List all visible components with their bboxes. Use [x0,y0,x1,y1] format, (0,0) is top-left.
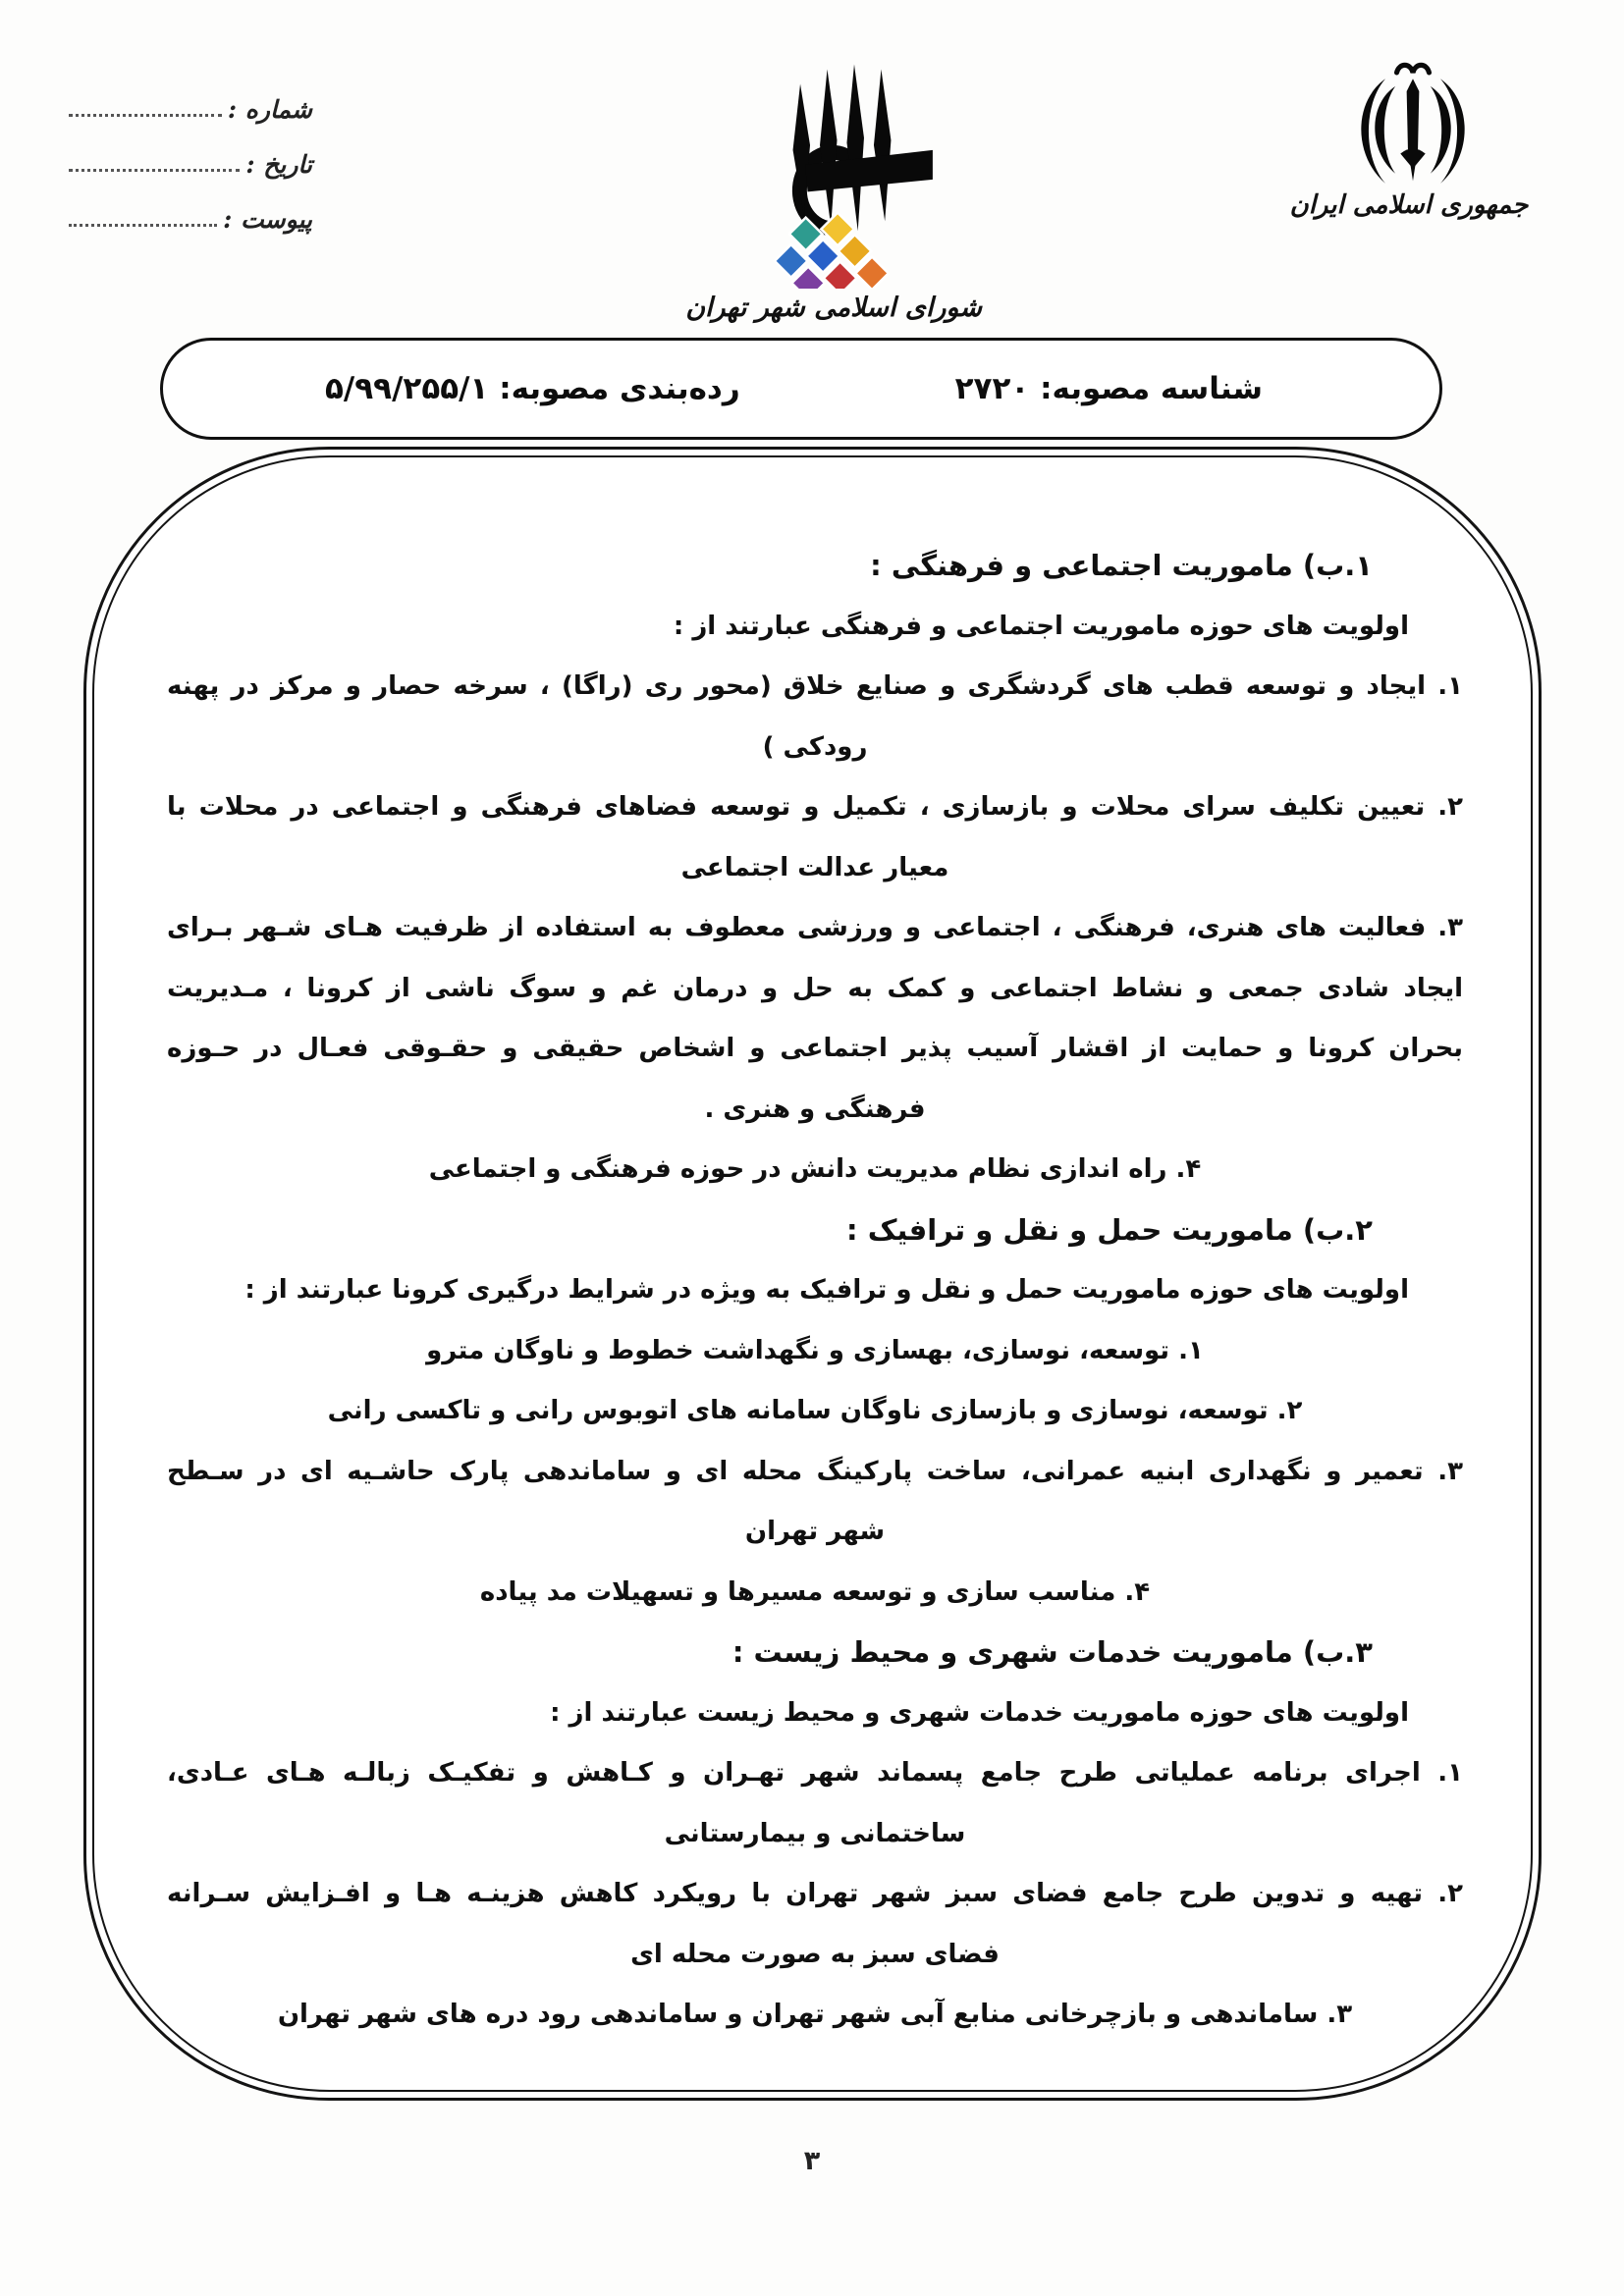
approval-classification-value: ۵/۹۹/۲۵۵/۱ [325,371,489,406]
number-field [69,71,312,126]
body-line: ۲. تهیه و تدوین طرح جامع فضای سبز شهر تهران با رویکرد کاهش هزینـه هـا و افـزایش سـرانه [167,1879,1463,1908]
body-line: ۴. راه اندازی نظام مدیریت دانش در حوزه فرهنگی و اجتماعی [428,1154,1202,1184]
body-line: ۳. تعمیر و نگهداری ابنیه عمرانی، ساخت پارکینگ محله ای و ساماندهی پارک حاشـیه ای در سـطح [167,1456,1463,1486]
page-number: ۳ [803,2146,821,2176]
body-line: معیار عدالت اجتماعی [680,852,949,882]
council-logo-mark [736,47,933,289]
logo-diamonds [775,213,889,289]
approval-id-label: شناسه مصوبه: [1040,371,1263,406]
approval-classification [325,371,740,406]
attachment-field [69,181,312,236]
body-line: فضای سبز به صورت محله ای [630,1939,1000,1969]
country-name: جمهوری اسلامی ایران [1289,190,1529,220]
body-line: ۱. توسعه، نوسازی، بهسازی و نگهداشت خطوط و ناوگان مترو [426,1335,1204,1365]
attachment-field-blank-line [69,224,217,227]
body-line: ۳. فعالیت های هنری، فرهنگی ، اجتماعی و ورزشی معطوف به استفاده از ظرفیت هـای شـهر بـرای [167,913,1463,942]
body-line: بحران کرونا و حمایت از اقشار آسیب پذیر اجتماعی و اشخاص حقیقی و حقـوقی فعـال در حـوزه [167,1034,1463,1063]
body-line: ۴. مناسب سازی و توسعه مسیرها و تسهیلات مد پیاده [479,1576,1151,1607]
council-name: شورای اسلامی شهر تهران [685,293,982,323]
body-line: ۱. اجرای برنامه عملیاتی طرح جامع پسماند شهر تهـران و کـاهش و تفکیـک زبالـه هـای عـادی، [167,1758,1463,1788]
body-line: ساختمانی و بیمارستانی [664,1818,966,1848]
body-line: فرهنگی و هنری . [704,1094,926,1124]
date-field-blank-line [69,169,240,172]
date-field-label: تاریخ : [245,150,312,179]
body-line: شهر تهران [744,1517,886,1546]
body-line: ۲. توسعه، نوسازی و بازسازی ناوگان سامانه های اتوبوس رانی و تاکسی رانی [327,1396,1303,1425]
iran-emblem-block [1257,59,1561,220]
approval-id [955,371,1263,406]
approval-classification-label: رده‌بندی مصوبه: [499,371,740,406]
body-line: ۳. ساماندهی و بازچرخانی منابع آبی شهر تهران و ساماندهی رود دره های شهر تهران [277,2000,1353,2029]
body-line: ۱. ایجاد و توسعه قطب های گردشگری و صنایع خلاق (محور ری (راگا) ، سرخه حصار و مرکز در پهنه [167,671,1463,701]
body-line: ۲. تعیین تکلیف سرای محلات و بازسازی ، تکمیل و توسعه فضاهای فرهنگی و اجتماعی در محلات با [167,792,1463,822]
council-logo [687,47,982,323]
document-body-text [167,536,1463,2046]
approval-header-bar [160,338,1442,440]
attachment-field-label: پیوست : [223,205,312,234]
body-line: ۲.ب) ماموریت حمل و نقل و ترافیک : [846,1212,1373,1247]
body-line: اولویت های حوزه ماموریت خدمات شهری و محیط زیست عبارتند از : [550,1697,1409,1728]
body-line: اولویت های حوزه ماموریت اجتماعی و فرهنگی عبارتند از : [673,611,1409,641]
body-line: رودکی ) [762,731,868,762]
reference-fields [69,71,312,236]
date-field [69,126,312,181]
body-line: اولویت های حوزه ماموریت حمل و نقل و ترافیک به ویژه در شرایط درگیری کرونا عبارتند از : [244,1275,1409,1305]
approval-id-value: ۲۷۲۰ [954,371,1030,406]
body-line: ایجاد شادی جمعی و نشاط اجتماعی و کمک به حل و درمان غم و سوگ ناشی از کرونا ، مـدیریت [167,973,1463,1003]
iran-emblem [1350,59,1476,188]
body-line: ۳.ب) ماموریت خدمات شهری و محیط زیست : [731,1635,1373,1669]
body-line: ۱.ب) ماموریت اجتماعی و فرهنگی : [870,549,1373,582]
number-field-label: شماره : [227,95,312,124]
number-field-blank-line [69,114,222,117]
